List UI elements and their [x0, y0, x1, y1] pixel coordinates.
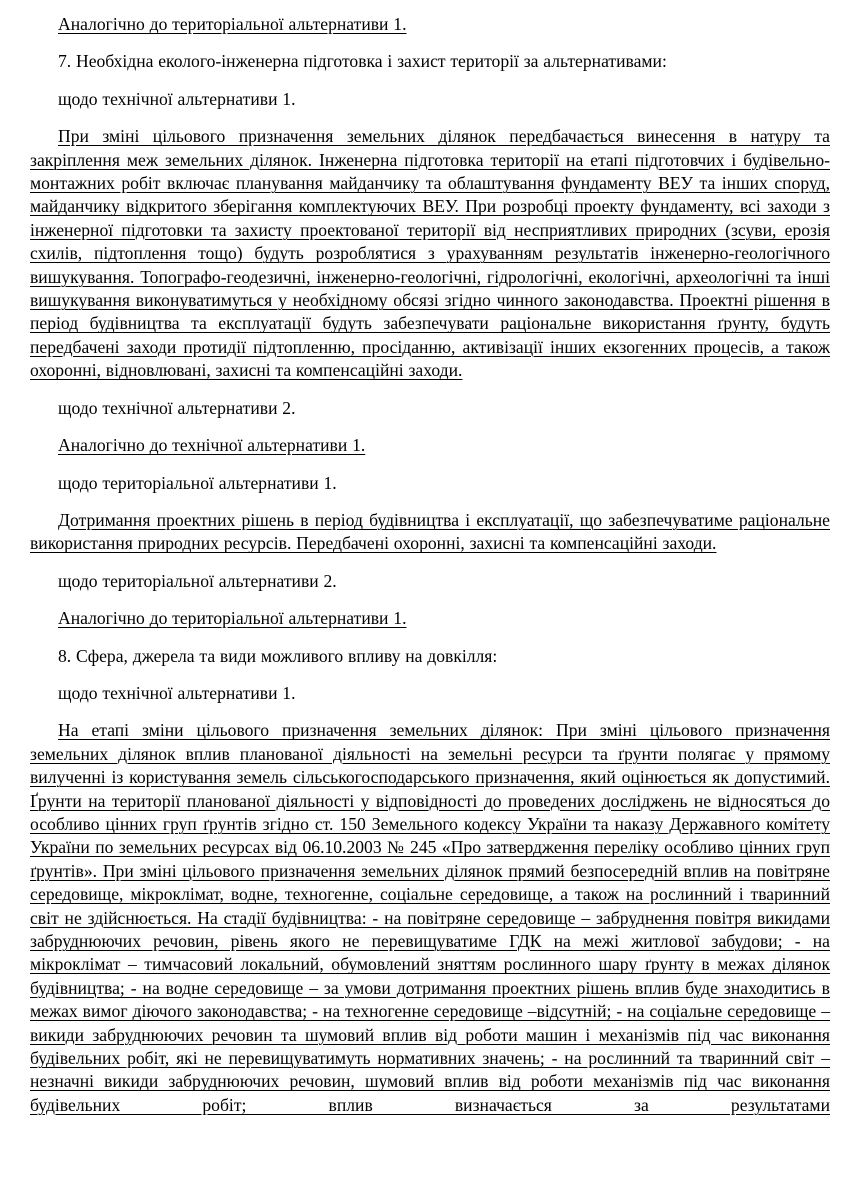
para-project-decisions-compliance: Дотримання проектних рішень в період будівництва і експлуатації, що забезпечуватиме раціональне використання природних ресурсів. Передбачені охоронні, захисні та компенсаційні заходи.: [30, 509, 830, 554]
para-re-territorial-alternative-1: щодо територіальної альтернативи 1.: [58, 472, 337, 493]
para-engineering-preparation-description: При зміні цільового призначення земельних ділянок передбачається винесення в натуру та закріплення меж земельних ділянок. Інженерна підготовка території на етапі підготовчих і будівельно-монтажних робіт включає планування майданчику та облаштування фундаменту ВЕУ та інших споруд, майданчику відкритого зберігання комплектуючих ВЕУ. При розробці проекту фундаменту, всі заходи з інженерної підготовки та захисту проектованої території від несприятливих природних (зсуви, ерозія схилів, підтоплення тощо) будуть розроблятися з урахуванням результатів інженерно-геологічного вишукування. Топографо-геодезичні, інженерно-геологічні, гідрологічні, екологічні, археологічні та інші вишукування виконуватимуться у необхідному обсязі згідно чинного законодавства. Проектні рішення в період будівництва та експлуатації будуть забезпечувати раціональне використання ґрунту, будуть передбачені заходи протидії підтопленню, просіданню, активізації інших екзогенних процесів, а також охоронні, відновлювані, захисні та компенсаційні заходи.: [30, 126, 830, 381]
para-analogous-to-territorial-alt-1-mid: Аналогічно до територіальної альтернативи 1.: [58, 608, 407, 629]
para-re-technical-alternative-1-b: щодо технічної альтернативи 1.: [58, 682, 296, 703]
para-analogous-to-territorial-alt-1-top: Аналогічно до територіальної альтернативи 1.: [58, 14, 407, 34]
para-section-8-heading: 8. Сфера, джерела та види можливого впливу на довкілля:: [58, 645, 498, 666]
para-environmental-impact-description: На етапі зміни цільового призначення земельних ділянок: При зміні цільового призначення земельних ділянок вплив планованої діяльності на земельні ресурси та ґрунти полягає у прямому вилученні із користування земель сільськогосподарського призначення, який оцінюється як допустимий. Ґрунти на території планованої діяльності у відповідності до проведених досліджень не відносяться до особливо цінних груп ґрунтів згідно ст. 150 Земельного кодексу України та наказу Державного комітету України по земельних ресурсах від 06.10.2003 № 245 «Про затвердження переліку особливо цінних груп ґрунтів». При зміні цільового призначення земельних ділянок прямий безпосередній вплив на повітряне середовище, мікроклімат, водне, техногенне, соціальне середовище, а також на рослинний і тваринний світ не здійснюється. На стадії будівництва: - на повітряне середовище – забруднення повітря викидами забруднюючих речовин, рівень якого не перевищуватиме ГДК на межі житлової забудови; - на мікроклімат – тимчасовий локальний, обумовлений зняттям рослинного шару ґрунту в межах ділянок будівництва; - на водне середовище – за умови дотримання проектних рішень вплив буде знаходитись в межах вимог діючого законодавства; - на техногенне середовище –відсутній; - на соціальне середовище – викиди забруднюючих речовин та шумовий вплив від роботи машин і механізмів під час виконання будівельних робіт, які не перевищуватимуть нормативних значень; - на рослинний та тваринний світ – незначні викиди забруднюючих речовин, шумовий вплив від роботи механізмів під час виконання будівельних робіт; вплив визначається за результатами: [30, 720, 830, 1115]
para-section-7-heading: 7. Необхідна еколого-інженерна підготовка і захист території за альтернативами:: [58, 51, 667, 72]
document-text-block: [30, 13, 830, 1117]
para-re-technical-alternative-1: щодо технічної альтернативи 1.: [58, 88, 296, 109]
para-re-territorial-alternative-2: щодо територіальної альтернативи 2.: [58, 570, 337, 591]
para-analogous-to-technical-alt-1: Аналогічно до технічної альтернативи 1.: [58, 435, 366, 456]
para-re-technical-alternative-2: щодо технічної альтернативи 2.: [58, 397, 296, 418]
